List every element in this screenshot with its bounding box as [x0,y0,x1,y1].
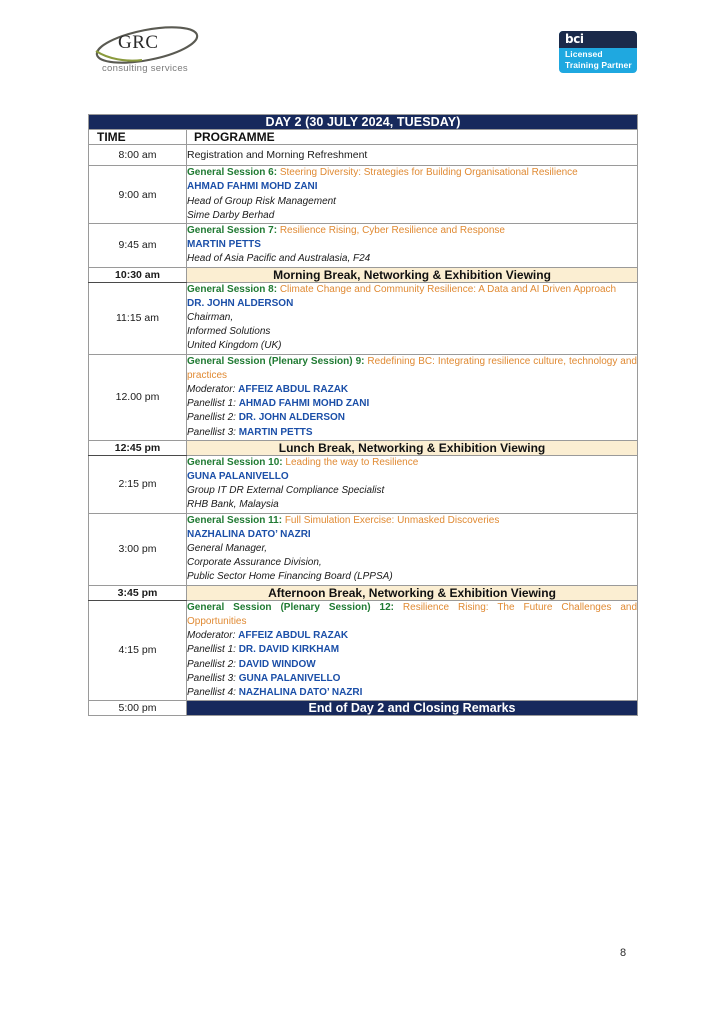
day-banner-row [89,115,638,130]
agenda-break-label: Afternoon Break, Networking & Exhibition Viewing [187,585,638,600]
session-title: Climate Change and Community Resilience: A Data and AI Driven Approach [279,283,617,295]
session-label: General Session (Plenary Session) 9 [187,355,362,367]
table-row [89,440,638,455]
session-heading [187,601,637,629]
bci-wordmark: bci [565,32,584,46]
grc-logo [92,26,202,78]
panel-member-name: DAVID WINDOW [238,658,316,670]
table-row [89,701,638,716]
panel-member [187,643,637,657]
session-label: General Session 7 [187,225,274,237]
panel-member-name: AFFEIZ ABDUL RAZAK [238,630,349,642]
speaker-affiliation: General Manager, [187,543,268,555]
agenda-session-cell [187,166,638,224]
session-heading [187,166,637,180]
column-header-programme: PROGRAMME [187,130,638,145]
bci-badge-line1: Licensed [565,49,603,59]
session-title: Full Simulation Exercise: Unmasked Discoveries [284,514,500,526]
session-label: General Session 11 [187,514,279,526]
session-label-separator: : [273,167,280,179]
session-label-separator: : [279,456,286,468]
panel-member-name: DR. DAVID KIRKHAM [238,644,340,656]
panel-member-role: Panellist 2: [187,658,239,670]
panel-member-role: Moderator: [187,630,239,642]
bci-badge-line2: Training Partner [565,60,632,70]
agenda-time-cell: 3:00 pm [89,513,187,585]
speaker-name: MARTIN PETTS [187,239,261,251]
session-heading [187,514,637,528]
session-label: General Session 6 [187,167,274,179]
agenda-session-cell [187,513,638,585]
agenda-session-cell [187,354,638,440]
table-row [89,513,638,585]
agenda-time-cell: 9:00 am [89,166,187,224]
session-label-separator: : [278,514,285,526]
bci-licensed-training-partner-badge [559,31,637,73]
speaker-affiliation: Head of Asia Pacific and Australasia, F24 [187,253,371,265]
panel-member [187,686,637,700]
panel-member-role: Moderator: [187,384,239,396]
panel-member [187,383,637,397]
table-row [89,166,638,224]
agenda-time-cell: 12.00 pm [89,354,187,440]
session-heading [187,283,637,297]
agenda-session-cell [187,455,638,513]
speaker-affiliation: Informed Solutions [187,326,271,338]
agenda-session-cell [187,282,638,354]
agenda-closing-label: End of Day 2 and Closing Remarks [187,701,638,716]
speaker-affiliation: Chairman, [187,312,234,324]
panel-member-role: Panellist 3: [187,426,239,438]
document-header [0,0,724,100]
table-row [89,600,638,700]
session-label: General Session 10 [187,456,280,468]
table-row [89,354,638,440]
table-row [89,267,638,282]
session-title: Resilience Rising: The Future Challenges and Opportunities [187,601,638,627]
speaker-name: AHMAD FAHMI MOHD ZANI [187,181,318,193]
agenda-break-label: Lunch Break, Networking & Exhibition Viewing [187,440,638,455]
agenda-time-cell: 12:45 pm [89,440,187,455]
session-label: General Session 8 [187,283,274,295]
panel-member [187,629,637,643]
speaker-affiliation: Public Sector Home Financing Board (LPPSA) [187,571,393,583]
agenda-table-container [88,114,637,716]
panel-member-role: Panellist 2: [187,412,239,424]
session-label-separator: : [361,355,368,367]
session-label: General Session (Plenary Session) 12 [187,601,391,613]
session-heading [187,224,637,238]
panel-member-name: GUNA PALANIVELLO [238,672,341,684]
table-row [89,455,638,513]
agenda-time-cell: 10:30 am [89,267,187,282]
speaker-affiliation: Corporate Assurance Division, [187,557,322,569]
session-heading [187,355,637,383]
speaker-affiliation: Sime Darby Berhad [187,209,275,221]
column-header-time: TIME [89,130,187,145]
panel-member-name: AHMAD FAHMI MOHD ZANI [238,398,370,410]
panel-member [187,672,637,686]
grc-tagline: consulting services [102,63,188,74]
speaker-affiliation: RHB Bank, Malaysia [187,499,279,511]
agenda-time-cell: 11:15 am [89,282,187,354]
agenda-break-label: Morning Break, Networking & Exhibition Viewing [187,267,638,282]
agenda-time-cell: 9:45 am [89,224,187,268]
session-title: Redefining BC: Integrating resilience culture, technology and practices [187,355,637,381]
panel-member-role: Panellist 1: [187,644,239,656]
panel-member-name: DR. JOHN ALDERSON [238,412,346,424]
agenda-time-cell: 4:15 pm [89,600,187,700]
speaker-affiliation: Head of Group Risk Management [187,195,336,207]
table-row [89,282,638,354]
panel-member [187,411,637,425]
speaker-name: GUNA PALANIVELLO [187,471,289,483]
day-banner-title: DAY 2 (30 JULY 2024, TUESDAY) [89,115,638,130]
table-row [89,145,638,166]
speaker-name: DR. JOHN ALDERSON [187,297,294,309]
session-label-separator: : [390,601,403,613]
session-title: Leading the way to Resilience [285,456,419,468]
panel-member [187,397,637,411]
session-label-separator: : [273,225,280,237]
speaker-affiliation: Group IT DR External Compliance Specialist [187,485,385,497]
speaker-name: NAZHALINA DATO’ NAZRI [187,528,311,540]
column-header-row [89,130,638,145]
grc-wordmark: GRC [118,32,159,53]
session-title: Resilience Rising, Cyber Resilience and Response [279,225,505,237]
agenda-time-cell: 3:45 pm [89,585,187,600]
panel-member-name: AFFEIZ ABDUL RAZAK [238,384,349,396]
agenda-programme-text: Registration and Morning Refreshment [187,145,638,166]
panel-member-name: NAZHALINA DATO’ NAZRI [238,686,363,698]
agenda-time-cell: 8:00 am [89,145,187,166]
agenda-session-cell [187,224,638,268]
agenda-table [88,114,638,716]
panel-member [187,658,637,672]
panel-member-name: MARTIN PETTS [238,426,313,438]
session-title: Steering Diversity: Strategies for Building Organisational Resilience [279,167,578,179]
panel-member-role: Panellist 4: [187,686,239,698]
agenda-time-cell: 2:15 pm [89,455,187,513]
panel-member-role: Panellist 1: [187,398,239,410]
table-row [89,585,638,600]
page-number: 8 [620,947,627,959]
panel-member-role: Panellist 3: [187,672,239,684]
panel-member [187,426,637,440]
bci-badge-bottom [559,48,637,71]
speaker-affiliation: United Kingdom (UK) [187,340,282,352]
agenda-session-cell [187,600,638,700]
table-row [89,224,638,268]
session-label-separator: : [273,283,280,295]
session-heading [187,456,637,470]
agenda-time-cell: 5:00 pm [89,701,187,716]
bci-badge-top [559,31,637,48]
